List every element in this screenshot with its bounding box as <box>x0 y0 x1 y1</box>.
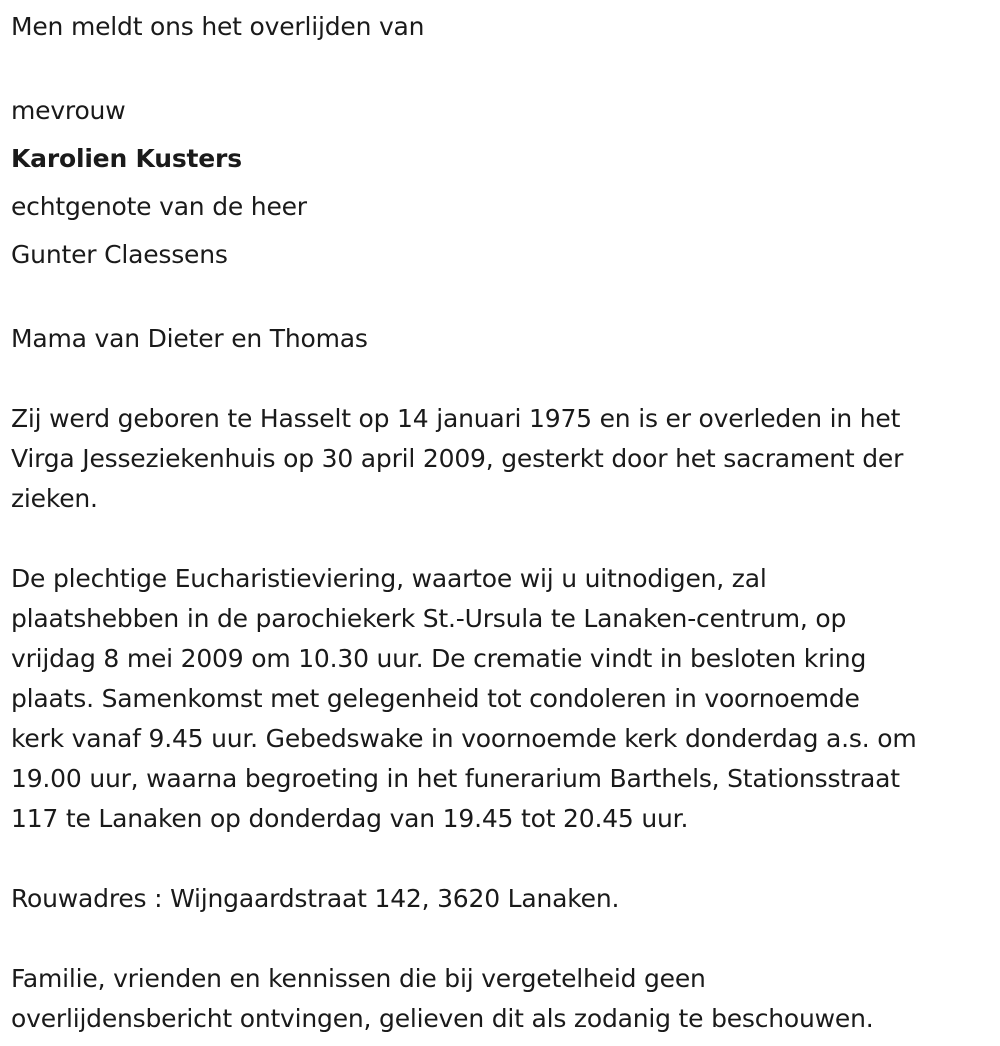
deceased-name: Karolien Kusters <box>11 144 242 173</box>
spacer <box>11 919 1000 959</box>
title-word: mevrouw <box>11 96 126 125</box>
spacer <box>11 359 1000 399</box>
spacer <box>11 279 1000 319</box>
paragraph-line: Familie, vrienden en kennissen die bij vergetelheid geen <box>11 964 706 993</box>
paragraph-line: kerk vanaf 9.45 uur. Gebedswake in voornoemde kerk donderdag a.s. om <box>11 724 917 753</box>
paragraph-line: Virga Jesseziekenhuis op 30 april 2009, gesterkt door het sacrament der <box>11 444 904 473</box>
birth-death-paragraph <box>11 399 1000 519</box>
ceremony-paragraph <box>11 559 1000 839</box>
paragraph-line: overlijdensbericht ontvingen, gelieven dit als zodanig te beschouwen. <box>11 1004 874 1033</box>
spacer <box>11 519 1000 559</box>
spacer <box>11 839 1000 879</box>
children-line: Mama van Dieter en Thomas <box>11 324 368 353</box>
spouse-line: echtgenote van de heer <box>11 192 307 221</box>
intro-text: Men meldt ons het overlijden van <box>11 12 425 41</box>
paragraph-line: plaats. Samenkomst met gelegenheid tot condoleren in voornoemde <box>11 684 860 713</box>
spouse-name: Gunter Claessens <box>11 240 228 269</box>
spacer <box>11 47 1000 87</box>
paragraph-line: plaatshebben in de parochiekerk St.-Ursula te Lanaken-centrum, op <box>11 604 847 633</box>
closing-paragraph <box>11 959 1000 1039</box>
paragraph-line: zieken. <box>11 484 98 513</box>
paragraph-line: 19.00 uur, waarna begroeting in het funerarium Barthels, Stationsstraat <box>11 764 900 793</box>
paragraph-line: 117 te Lanaken op donderdag van 19.45 tot 20.45 uur. <box>11 804 689 833</box>
paragraph-line: Zij werd geboren te Hasselt op 14 januari 1975 en is er overleden in het <box>11 404 901 433</box>
paragraph-line: vrijdag 8 mei 2009 om 10.30 uur. De crematie vindt in besloten kring <box>11 644 867 673</box>
paragraph-line: De plechtige Eucharistieviering, waartoe wij u uitnodigen, zal <box>11 564 767 593</box>
address-line: Rouwadres : Wijngaardstraat 142, 3620 Lanaken. <box>11 884 620 913</box>
